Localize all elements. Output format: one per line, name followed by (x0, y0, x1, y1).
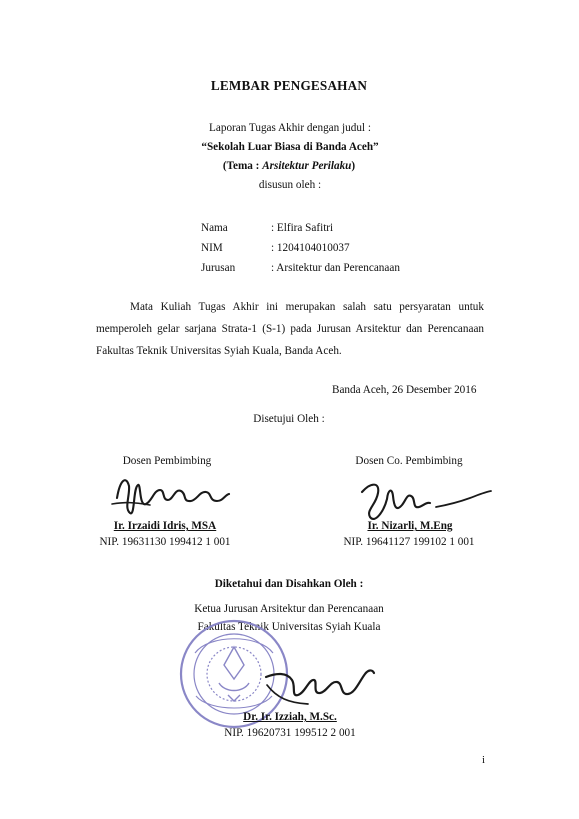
head-position-line-2: Fakultas Teknik Universitas Syiah Kuala (197, 621, 381, 633)
supervisor-1-signature (102, 468, 242, 526)
identity-label-nim: NIM (201, 242, 223, 254)
head-signature (250, 655, 382, 717)
page-title: LEMBAR PENGESAHAN (210, 78, 368, 93)
acknowledged-label: Diketahui dan Disahkan Oleh : (214, 578, 364, 590)
identity-value-nim: : 1204104010037 (271, 242, 350, 254)
supervisor-name-2: Ir. Nizarli, M.Eng (367, 520, 453, 532)
theme-value: Arsitektur Perilaku (262, 160, 352, 172)
identity-value-department: : Arsitektur dan Perencanaan (271, 262, 400, 274)
prepared-by-text: disusun oleh : (258, 179, 322, 191)
approved-by-label: Disetujui Oleh : (253, 413, 325, 425)
head-name: Dr. Ir. Izziah, M.Sc. (243, 711, 337, 723)
theme-line (223, 160, 355, 173)
theme-suffix: ) (351, 160, 356, 172)
theme-prefix: (Tema : (222, 160, 263, 172)
supervisor-role-1: Dosen Pembimbing (122, 455, 212, 467)
supervisor-nip-1: NIP. 19631130 199412 1 001 (99, 536, 231, 548)
identity-label-name: Nama (201, 222, 228, 234)
identity-value-name: : Elfira Safitri (271, 222, 334, 234)
supervisor-role-2: Dosen Co. Pembimbing (355, 455, 463, 467)
page-number: i (482, 754, 486, 766)
identity-label-department: Jurusan (201, 262, 236, 274)
supervisor-name-1: Ir. Irzaidi Idris, MSA (113, 520, 217, 532)
project-title: “Sekolah Luar Biasa di Banda Aceh” (201, 141, 379, 153)
statement-paragraph: Mata Kuliah Tugas Akhir ini merupakan salah satu persyaratan untuk memperoleh gelar sarjana Strata-1 (S-1) pada Jurusan Arsitektur dan Perencanaan Fakultas Teknik Universitas Syiah Kuala, Banda Aceh. (96, 301, 484, 357)
supervisor-nip-2: NIP. 19641127 199102 1 001 (343, 536, 475, 548)
intro-text: Laporan Tugas Akhir dengan judul : (209, 122, 371, 134)
head-nip: NIP. 19620731 199512 2 001 (224, 727, 356, 739)
approval-date: Banda Aceh, 26 Desember 2016 (332, 384, 477, 396)
head-position-line-1: Ketua Jurusan Arsitektur dan Perencanaan (194, 603, 384, 615)
